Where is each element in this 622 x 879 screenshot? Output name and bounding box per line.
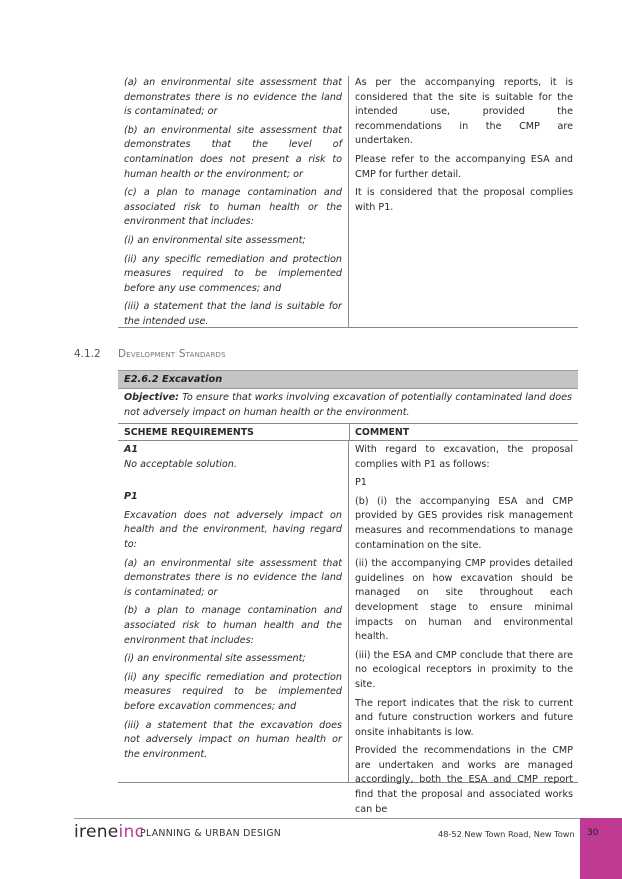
- table-header: [118, 423, 578, 441]
- spacer: [124, 476, 342, 490]
- header-comment: COMMENT: [355, 427, 410, 438]
- continuation-table: [118, 76, 578, 328]
- table-title: E2.6.2 Excavation: [118, 370, 578, 389]
- comment-item: (b) (i) the accompanying ESA and CMP provided by GES provides risk management measures and recommendations to manage contamination on the site.: [355, 495, 573, 551]
- a1-text: No acceptable solution.: [124, 458, 237, 470]
- objective-body: To ensure that works involving excavation of potentially contaminated land does not adversely impact on human health or the environment.: [124, 392, 572, 418]
- requirement-item: (a) an environmental site assessment that demonstrates there is no evidence the land is contaminated; or: [124, 77, 342, 118]
- comment-column: [349, 441, 578, 817]
- p1-item: (ii) any specific remediation and protection measures required to be implemented before excavation commences; and: [124, 671, 342, 712]
- project-address: 48-52 New Town Road, New Town: [438, 829, 575, 839]
- requirement-item: (b) an environmental site assessment that demonstrates that the level of contamination does not present a risk to human health or the environment; or: [124, 124, 342, 180]
- header-scheme-requirements: SCHEME REQUIREMENTS: [124, 427, 254, 438]
- comment-item: (ii) the accompanying CMP provides detailed guidelines on how excavation should be managed on site throughout each development stage to ensure minimal impacts on human and environmental health.: [355, 558, 573, 643]
- objective-label: Objective:: [124, 392, 179, 403]
- requirement-item: (iii) a statement that the land is suitable for the intended use.: [124, 301, 342, 327]
- comment-item: It is considered that the proposal complies with P1.: [355, 187, 573, 213]
- comment-item: Provided the recommendations in the CMP are undertaken and works are managed accordingly, both the ESA and CMP report find that the proposal and associated works can be: [355, 745, 573, 815]
- p1-item: (a) an environmental site assessment that demonstrates there is no evidence the land is contaminated; or: [124, 557, 342, 598]
- logo-text-inc: inc: [118, 822, 145, 842]
- p1-label: P1: [124, 491, 138, 503]
- section-number: 4.1.2: [74, 348, 101, 360]
- comment-item: The report indicates that the risk to current and future construction workers and future onsite inhabitants is low.: [355, 697, 573, 738]
- column-divider: [349, 424, 350, 440]
- company-logo: [74, 822, 144, 842]
- page-number: 30: [587, 828, 599, 838]
- objective-row: [118, 389, 578, 423]
- p1-item: Excavation does not adversely impact on health and the environment, having regard to:: [124, 509, 342, 550]
- requirement-item: (ii) any specific remediation and protection measures required to be implemented before any use commences; and: [124, 253, 342, 294]
- requirement-item: (c) a plan to manage contamination and associated risk to human health or the environment that includes:: [124, 187, 342, 228]
- continuation-comments: [349, 76, 578, 219]
- section-title: Development Standards: [118, 348, 226, 360]
- table-body: [118, 441, 578, 815]
- a1-label: A1: [124, 444, 139, 455]
- comment-item: Please refer to the accompanying ESA and CMP for further detail.: [355, 153, 573, 180]
- comment-item: P1: [355, 477, 367, 489]
- comment-item: (iii) the ESA and CMP conclude that there are no ecological receptors in proximity to the site.: [355, 649, 573, 690]
- scheme-requirements-column: [118, 441, 349, 782]
- company-tagline: PLANNING & URBAN DESIGN: [140, 828, 282, 839]
- p1-item: (b) a plan to manage contamination and associated risk to human health and the environment that includes:: [124, 605, 342, 646]
- continuation-requirements: [118, 76, 349, 327]
- logo-text-irene: irene: [74, 822, 119, 842]
- requirement-item: (i) an environmental site assessment;: [124, 234, 306, 246]
- comment-item: With regard to excavation, the proposal complies with P1 as follows:: [355, 444, 573, 470]
- footer-divider: [74, 818, 580, 819]
- p1-item: (iii) a statement that the excavation does not adversely impact on human health or the environment.: [124, 719, 342, 760]
- excavation-table: [118, 370, 578, 815]
- comment-item: As per the accompanying reports, it is considered that the site is suitable for the intended use, provided the recommendations in the CMP are undertaken.: [355, 77, 573, 147]
- objective-text: [124, 391, 572, 420]
- p1-item: (i) an environmental site assessment;: [124, 653, 306, 665]
